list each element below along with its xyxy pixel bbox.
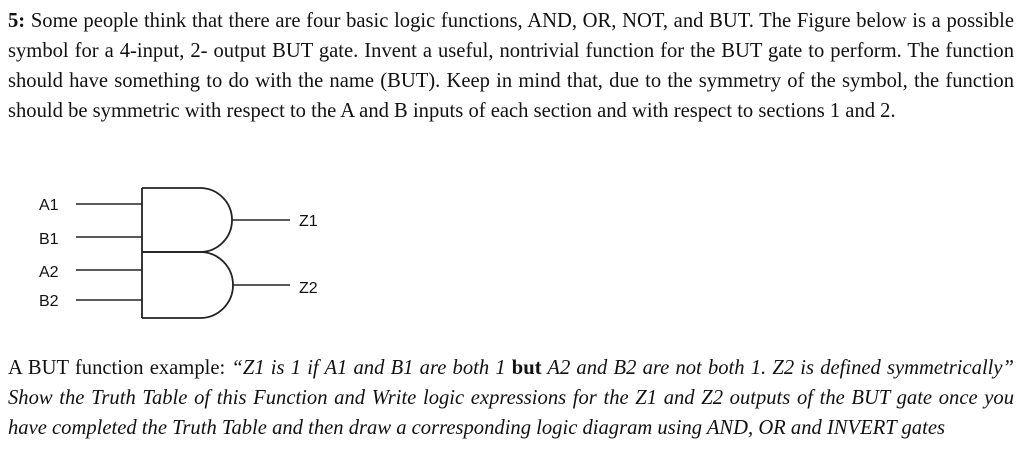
problem-text: Some people think that there are four basic logic functions, AND, OR, NOT, and BUT. The Figure below is a possible symbol for a 4-input, 2- output BUT gate. Invent a useful, nontrivial function for the BUT gate to perform. The function should have something to do with the name (BUT). Keep in mind that, due to the symmetry of the symbol, the function should be symmetric with respect to the A and B inputs of each section and with respect to sections 1 and 2.	[8, 10, 1014, 122]
but-gate-figure	[28, 186, 348, 320]
problem-statement	[8, 6, 1014, 126]
but-gate-symbol	[28, 186, 348, 320]
example-quote-part2: A2 and B2 are not both 1. Z2 is defined symmetrically” Show the Truth Table of this Function and Write logic expressions for the Z1 and Z2 outputs of the BUT gate once you have completed the Truth Table and then draw a corresponding logic diagram using AND, OR and INVERT gates	[8, 357, 1014, 439]
input-label-b1: B1	[39, 231, 59, 248]
input-label-b2: B2	[39, 293, 59, 310]
problem-number: 5:	[8, 10, 26, 32]
example-intro: A BUT function example:	[8, 357, 232, 379]
example-paragraph	[8, 353, 1014, 443]
output-label-z2: Z2	[299, 280, 318, 297]
input-label-a2: A2	[39, 264, 59, 281]
example-quote-part1: “Z1 is 1 if A1 and B1 are both 1	[231, 357, 512, 379]
gate-section-1	[142, 188, 232, 252]
gate-section-2	[142, 252, 233, 318]
example-bold-but: but	[511, 357, 542, 379]
output-label-z1: Z1	[299, 213, 318, 230]
input-label-a1: A1	[39, 197, 59, 214]
